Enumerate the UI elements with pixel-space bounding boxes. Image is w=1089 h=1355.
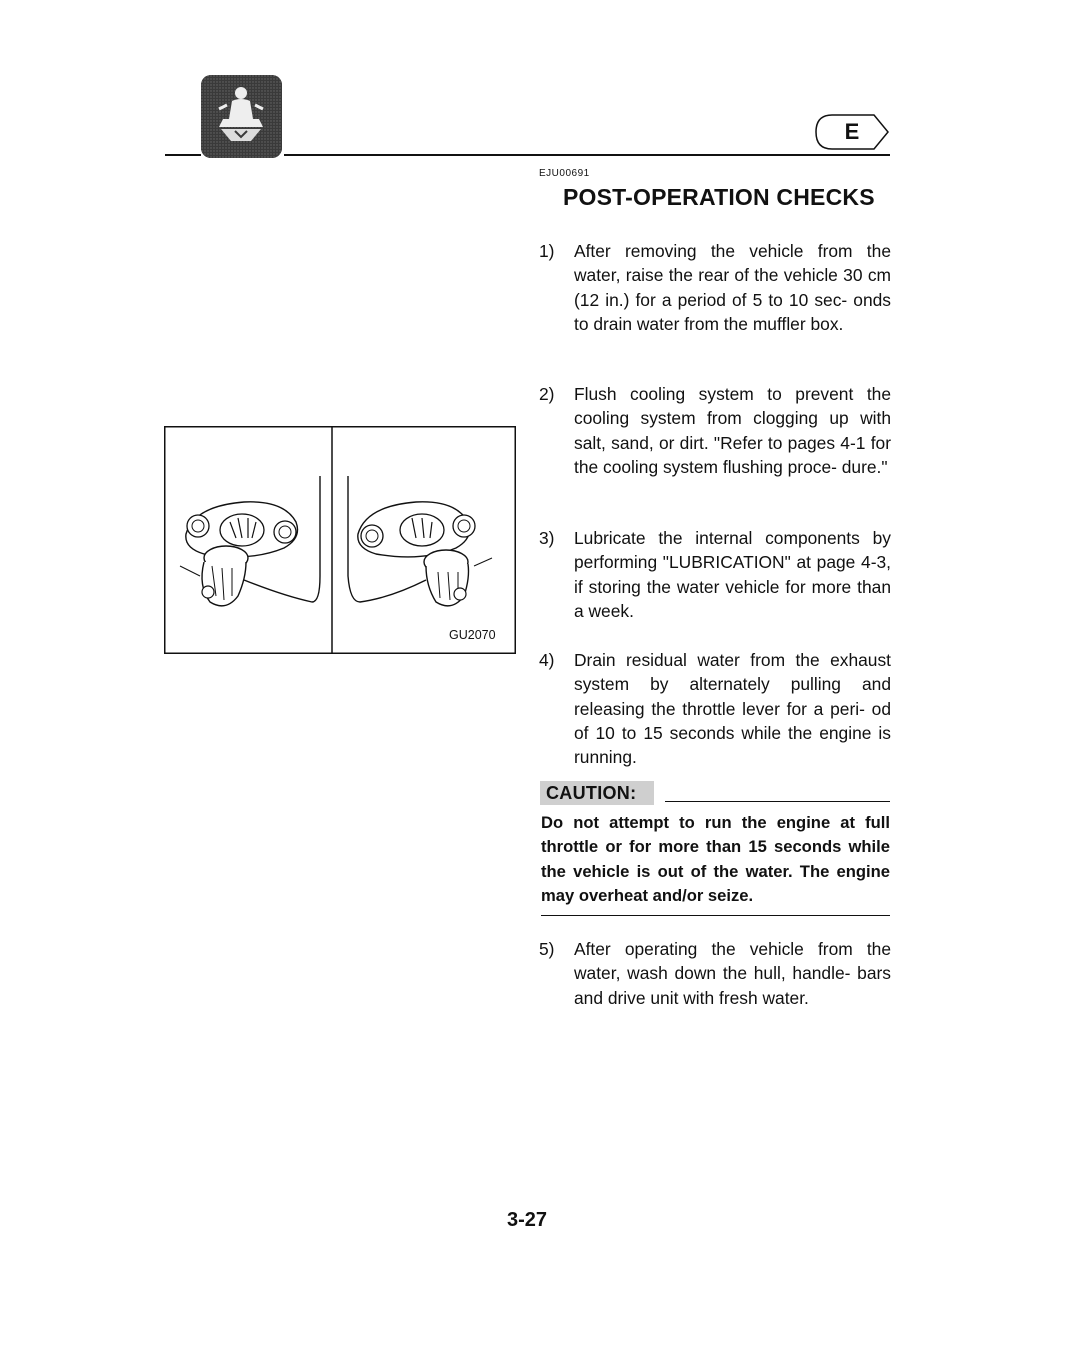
step-number: 2) (539, 384, 555, 404)
step-item (539, 648, 891, 769)
caution-label: CAUTION: (546, 783, 637, 803)
step-text: After removing the vehicle from the water, raise the rear of the vehicle 30 cm (12 in.) for a period of 5 to 10 sec- onds to drain water from the muffler box. (574, 241, 891, 334)
language-badge: E (844, 119, 860, 144)
caution-rule (665, 801, 890, 802)
header-rule-right (284, 154, 890, 156)
step-number: 1) (539, 241, 555, 261)
step-text: Drain residual water from the exhaust system by alternately pulling and releasing the throttle lever for a peri- od of 10 to 15 seconds while the engine is running. (574, 650, 891, 768)
step-item (539, 382, 891, 479)
step-number: 5) (539, 939, 555, 959)
caution-text: Do not attempt to run the engine at full throttle or for more than 15 seconds while the vehicle is out of the water. The engine may overheat and/or seize. (541, 813, 890, 905)
step-item (539, 526, 891, 623)
header-rule-left (165, 154, 201, 156)
step-item (539, 937, 891, 1010)
page-number: 3-27 (507, 1209, 548, 1231)
step-text: Flush cooling system to prevent the cooling system from clogging up with salt, sand, or dirt. "Refer to pages 4-1 for the cooling system flushing proce- dure." (574, 384, 891, 477)
document-code: EJU00691 (539, 168, 590, 179)
step-text: After operating the vehicle from the water, wash down the hull, handle- bars and drive unit with fresh water. (574, 939, 891, 1008)
step-text: Lubricate the internal components by performing "LUBRICATION" at page 4-3, if storing the water vehicle for more than a week. (574, 528, 891, 621)
jet-ski-rider-icon (201, 75, 282, 158)
step-item (539, 239, 891, 336)
caution-bottom-rule (541, 915, 890, 916)
step-number: 3) (539, 528, 555, 548)
drain-plug-diagram-icon (164, 426, 516, 654)
figure-code: GU2070 (449, 628, 496, 642)
step-number: 4) (539, 650, 555, 670)
section-title: POST-OPERATION CHECKS (563, 184, 875, 210)
